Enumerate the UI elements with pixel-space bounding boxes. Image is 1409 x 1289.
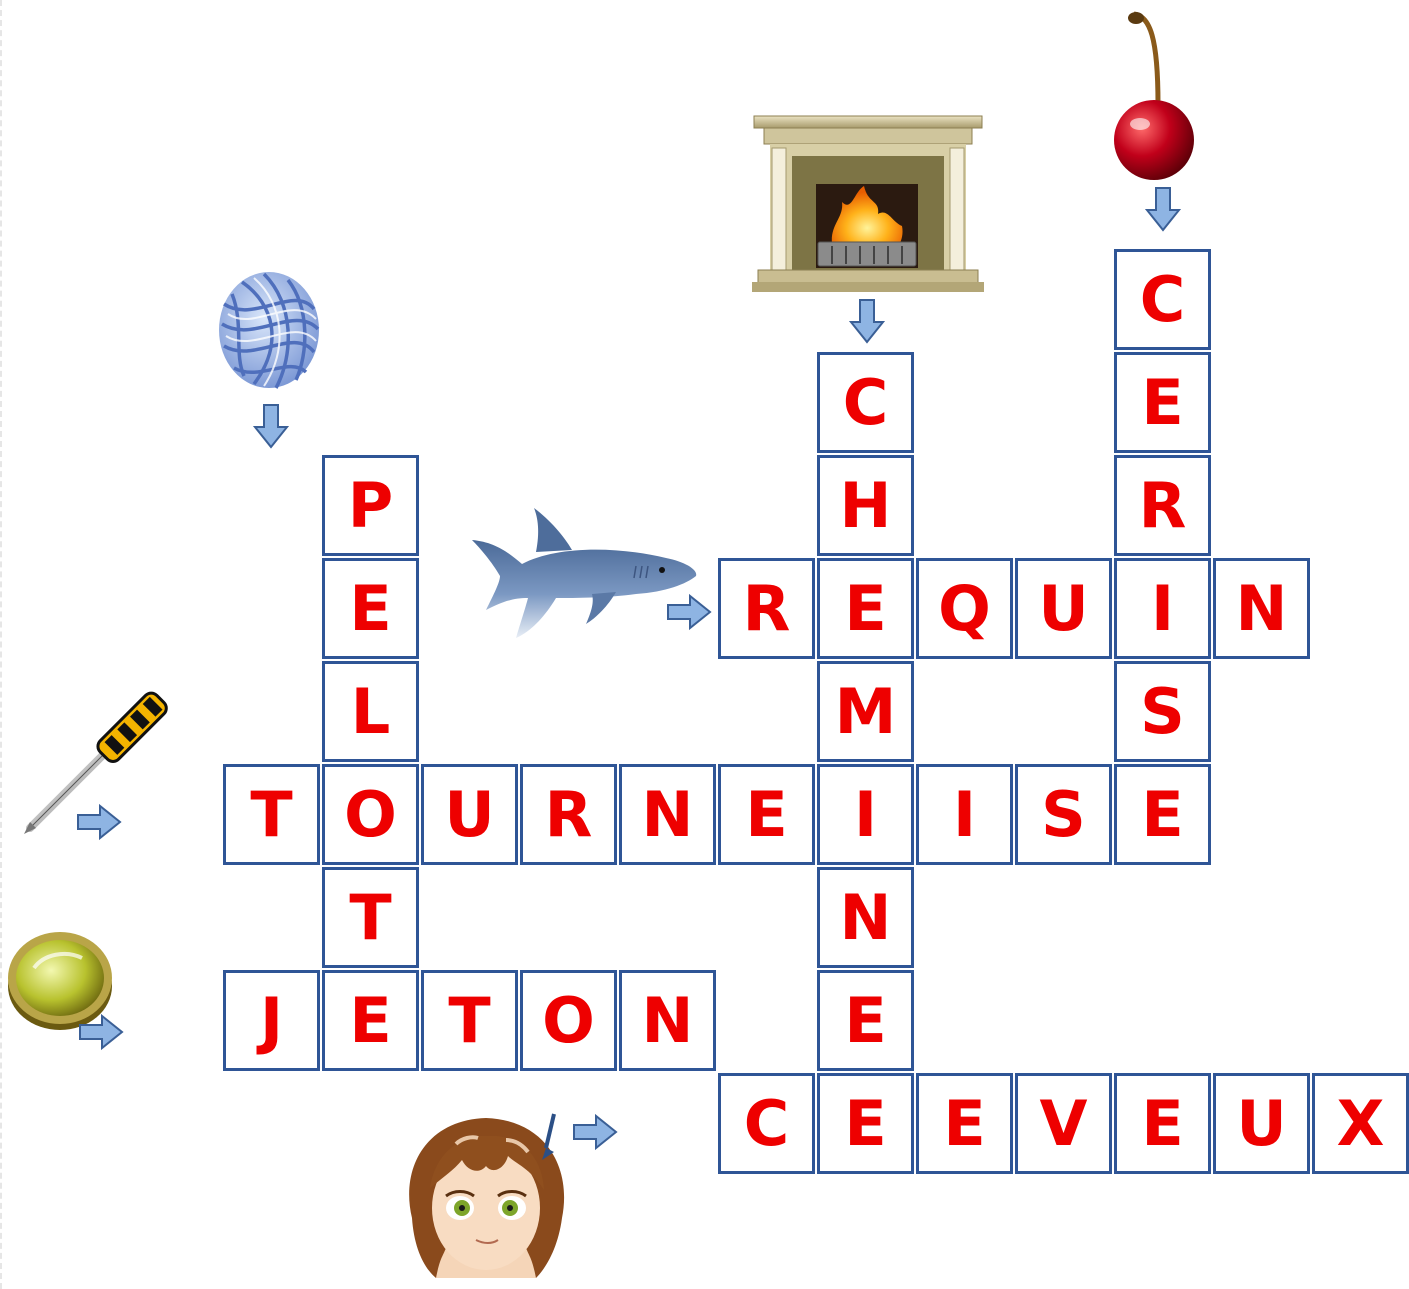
crossword-cell[interactable]: P <box>322 455 419 556</box>
crossword-cell[interactable]: C <box>1114 249 1211 350</box>
crossword-cell[interactable]: O <box>520 970 617 1071</box>
crossword-cell[interactable]: J <box>223 970 320 1071</box>
crossword-cell[interactable]: R <box>1114 455 1211 556</box>
crossword-cell[interactable]: T <box>322 867 419 968</box>
hair-girl-icon <box>396 1108 576 1289</box>
crossword-cell[interactable]: T <box>223 764 320 865</box>
crossword-cell[interactable]: I <box>916 764 1013 865</box>
crossword-cell[interactable]: Q <box>916 558 1013 659</box>
crossword-cell[interactable]: M <box>817 661 914 762</box>
arrow-right-icon <box>76 804 122 840</box>
crossword-cell[interactable]: R <box>718 558 815 659</box>
crossword-cell[interactable]: T <box>421 970 518 1071</box>
crossword-cell[interactable]: U <box>421 764 518 865</box>
arrow-down-icon <box>253 403 289 449</box>
crossword-cell[interactable]: I <box>1114 558 1211 659</box>
crossword-cell[interactable]: N <box>619 970 716 1071</box>
crossword-cell[interactable]: E <box>817 970 914 1071</box>
crossword-cell[interactable]: H <box>817 455 914 556</box>
crossword-cell[interactable]: N <box>817 867 914 968</box>
crossword-cell[interactable]: E <box>322 970 419 1071</box>
crossword-cell[interactable]: E <box>1114 1073 1211 1174</box>
crossword-cell[interactable]: L <box>322 661 419 762</box>
crossword-cell[interactable]: E <box>817 1073 914 1174</box>
crossword-cell[interactable]: E <box>1114 764 1211 865</box>
yarn-ball-icon <box>214 264 324 392</box>
crossword-cell[interactable]: C <box>817 352 914 453</box>
crossword-cell[interactable]: I <box>817 764 914 865</box>
crossword-cell[interactable]: E <box>322 558 419 659</box>
crossword-cell[interactable]: X <box>1312 1073 1409 1174</box>
crossword-cell[interactable]: S <box>1015 764 1112 865</box>
crossword-cell[interactable]: V <box>1015 1073 1112 1174</box>
crossword-cell[interactable]: N <box>619 764 716 865</box>
crossword-cell[interactable]: S <box>1114 661 1211 762</box>
fireplace-icon <box>752 114 984 292</box>
crossword-cell[interactable]: O <box>322 764 419 865</box>
crossword-cell[interactable]: R <box>520 764 617 865</box>
arrow-right-icon <box>572 1114 618 1150</box>
crossword-cell[interactable]: E <box>718 764 815 865</box>
crossword-cell[interactable]: U <box>1015 558 1112 659</box>
crossword-cell[interactable]: E <box>1114 352 1211 453</box>
arrow-right-icon <box>666 594 712 630</box>
crossword-cell[interactable]: N <box>1213 558 1310 659</box>
arrow-down-icon <box>849 298 885 344</box>
page-margin-line <box>0 0 2 1289</box>
crossword-cell[interactable]: C <box>718 1073 815 1174</box>
cherry-icon <box>1106 8 1206 184</box>
crossword-cell[interactable]: E <box>916 1073 1013 1174</box>
arrow-right-icon <box>78 1014 124 1050</box>
crossword-cell[interactable]: U <box>1213 1073 1310 1174</box>
crossword-cell[interactable]: E <box>817 558 914 659</box>
arrow-down-icon <box>1145 186 1181 232</box>
